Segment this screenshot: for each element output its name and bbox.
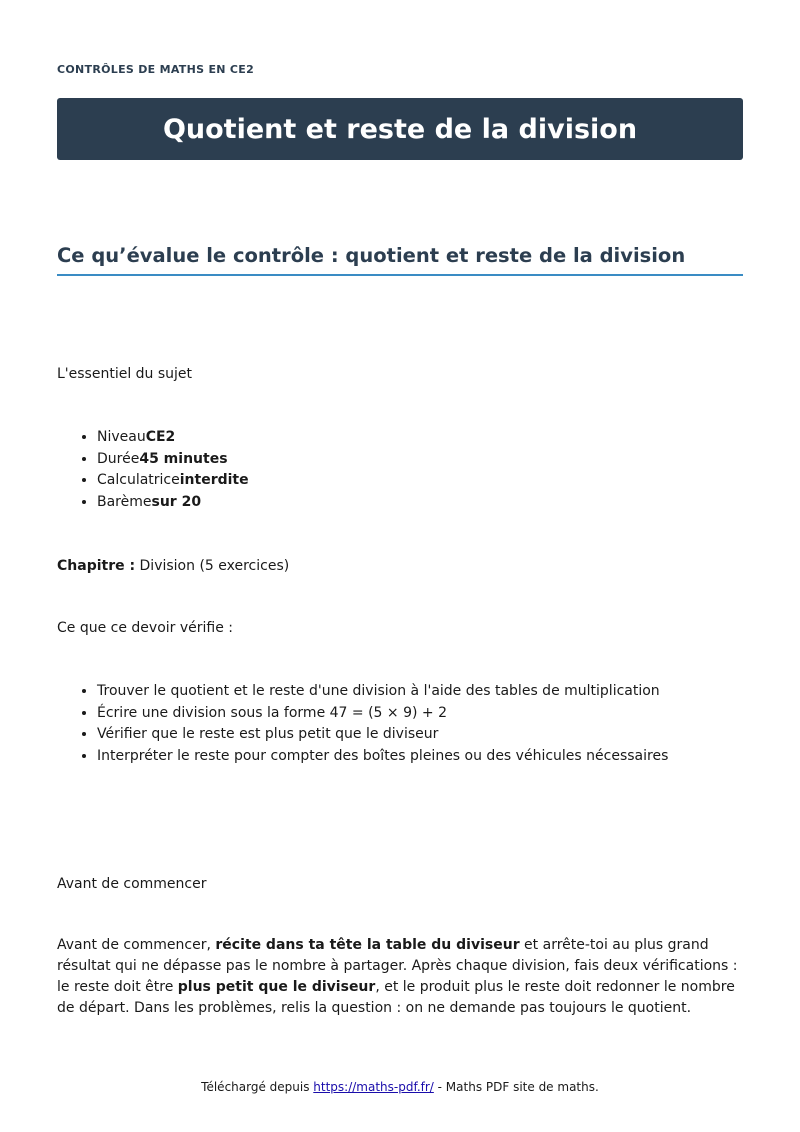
list-item: • Interpréter le reste pour compter des boîtes pleines ou des véhicules nécessaires [97,746,668,768]
paragraph-emphasis: plus petit que le diviseur [177,979,376,995]
page-footer [0,1080,800,1094]
footer-prefix: Téléchargé depuis [201,1080,314,1094]
verifie-list [57,681,668,767]
list-item: • Vérifier que le reste est plus petit que le diviseur [97,724,668,746]
list-item [97,492,249,514]
document-eyebrow: CONTRÔLES DE MATHS EN CE2 [57,63,255,76]
footer-link[interactable]: https://maths-pdf.fr/ [313,1080,434,1094]
avant-paragraph [57,935,743,1019]
list-item [97,427,249,449]
essentiel-list [57,427,249,513]
item-value: CE2 [145,429,176,445]
list-item: • Écrire une division sous la forme 47 = (5 × 9) + 2 [97,703,668,725]
item-label: Durée [97,450,140,467]
item-label: Calculatrice [97,472,180,488]
chapitre-value: Division (5 exercices) [135,558,290,574]
item-value: interdite [179,472,249,488]
list-item: • Trouver le quotient et le reste d'une division à l'aide des tables de multiplication [97,681,668,703]
essentiel-heading: L'essentiel du sujet [57,366,193,382]
verifie-heading: Ce que ce devoir vérifie : [57,620,234,636]
item-value: sur 20 [151,493,202,510]
paragraph-emphasis: récite dans ta tête la table du diviseur [215,937,520,953]
paragraph-text: Avant de commencer, [57,937,216,953]
item-label: Barème [97,493,152,510]
item-value: 45 minutes [139,450,228,467]
avant-heading: Avant de commencer [57,876,207,892]
page-title: Quotient et reste de la division [162,113,638,145]
section-title: Ce qu’évalue le contrôle : quotient et reste de la division [57,244,743,276]
chapitre-label: Chapitre : [57,558,136,574]
title-banner [57,98,743,160]
list-item [97,470,249,492]
paragraph-text: , et le produit plus le reste doit redonner le nombre de départ. Dans les problèmes, relis la question : on ne demande pas toujours le quotient. [57,979,735,1016]
paragraph-text: et arrête-toi au plus grand résultat qui ne dépasse pas le nombre à partager. Après chaque division, fais deux vérifications : le reste doit être [57,937,738,995]
chapitre-line [57,556,289,577]
list-item [97,449,249,471]
item-label: Niveau [97,429,146,445]
footer-suffix: - Maths PDF site de maths. [433,1080,599,1094]
